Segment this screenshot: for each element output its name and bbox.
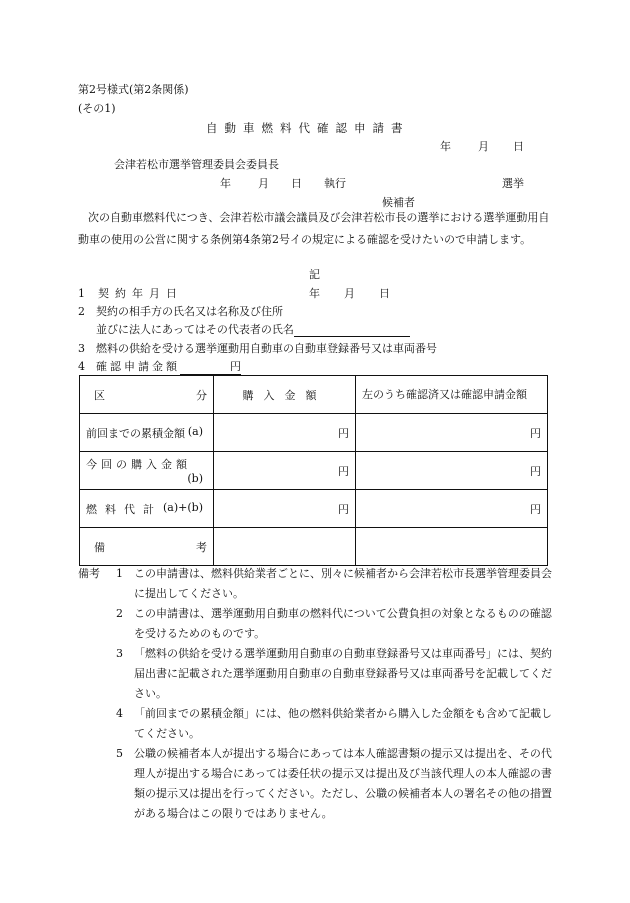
remarks-label-cell	[80, 528, 214, 566]
note-item	[78, 604, 558, 644]
notes-section	[78, 564, 558, 824]
row-label-cell	[80, 414, 214, 452]
note-num: 5	[116, 747, 123, 760]
item4-label: 確認申請金額	[96, 360, 180, 373]
note-num: 3	[116, 647, 123, 660]
note-text: この申請書は、選挙運動用自動車の燃料代について公費負担の対象となるものの確認を受けるためのものです。	[134, 607, 552, 640]
table-remarks-row	[80, 528, 548, 566]
form-number: 第2号様式(第2条関係)	[78, 83, 189, 96]
addressee: 会津若松市選挙管理委員会委員長	[114, 158, 279, 171]
row-purchase-unit[interactable]: 円	[214, 414, 356, 452]
table-row	[80, 452, 548, 490]
row-confirmed-unit[interactable]: 円	[356, 490, 548, 528]
remarks-left: 備	[94, 540, 105, 554]
item4-amount-blank	[180, 362, 230, 375]
election-month: 月	[258, 177, 269, 190]
candidate-label: 候補者	[382, 196, 415, 209]
date-month: 月	[478, 140, 489, 153]
note-text: 公職の候補者本人が提出する場合にあっては本人確認書類の提示又は提出を、その代理人が提出する場合にあっては委任状の提示又は提出及び当該代理人の本人確認の書類の提示又は提出を行ってください。ただし、公職の候補者本人の署名その他の措置がある場合はこの限りではありません。	[134, 747, 552, 820]
item1-month: 月	[344, 287, 355, 300]
amount-table	[79, 375, 548, 566]
header-category-right: 分	[196, 388, 207, 402]
header-category-left: 区	[94, 388, 105, 402]
remarks-cell-confirmed[interactable]	[356, 528, 548, 566]
row-label: 前回までの累積金額	[86, 426, 185, 440]
note-num: 2	[116, 607, 123, 620]
remarks-cell-purchase[interactable]	[214, 528, 356, 566]
row-code: (b)	[187, 472, 203, 485]
row-code: (a)	[187, 424, 203, 438]
row-purchase-unit[interactable]: 円	[214, 490, 356, 528]
table-row	[80, 414, 548, 452]
header-category	[80, 376, 214, 414]
item2-label-text: 並びに法人にあってはその代表者の氏名	[96, 323, 294, 336]
notes-heading: 備考	[78, 567, 100, 580]
item1-day: 日	[379, 287, 390, 300]
item1-label: 契約年月日	[98, 287, 183, 300]
item2-name-blank	[294, 324, 410, 337]
table-header-row	[80, 376, 548, 414]
body-text: 次の自動車燃料代につき、会津若松市議会議員及び会津若松市長の選挙における選挙運動用自動車の使用の公営に関する条例第4条第2号イの規定による確認を受けたいので申請します。	[78, 211, 550, 246]
row-label: 今回の購入金額	[86, 458, 191, 471]
row-label-cell	[80, 452, 214, 490]
item4-num: 4	[78, 360, 85, 373]
item2-label-line2	[96, 323, 410, 337]
header-purchase: 購入金額	[214, 376, 356, 414]
note-item	[78, 744, 558, 824]
note-item	[78, 564, 558, 604]
note-text: 「前回までの累積金額」には、他の燃料供給業者から購入した金額をも含めて記載してください。	[134, 707, 552, 740]
note-text: この申請書は、燃料供給業者ごとに、別々に候補者から会津若松市長選挙管理委員会に提出してください。	[134, 567, 552, 600]
note-text: 「燃料の供給を受ける選挙運動用自動車の自動車登録番号又は車両番号」には、契約届出書に記載された選挙運動用自動車の自動車登録番号又は車両番号を記載してください。	[134, 647, 552, 700]
date-year: 年	[440, 140, 451, 153]
page-title: 自動車燃料代確認申請書	[206, 121, 410, 135]
row-code: (a)+(b)	[163, 500, 203, 514]
item2-label-line1: 契約の相手方の氏名又は名称及び住所	[96, 305, 283, 318]
election-day: 日	[291, 177, 302, 190]
form-part: (その1)	[78, 102, 116, 115]
note-item	[78, 644, 558, 704]
note-num: 4	[116, 707, 123, 720]
item4-line	[96, 360, 241, 375]
row-confirmed-unit[interactable]: 円	[356, 452, 548, 490]
election-held: 執行	[324, 177, 346, 190]
note-item	[78, 704, 558, 744]
row-label-cell	[80, 490, 214, 528]
row-confirmed-unit[interactable]: 円	[356, 414, 548, 452]
note-num: 1	[116, 567, 123, 580]
item3-label: 燃料の供給を受ける選挙運動用自動車の自動車登録番号又は車両番号	[96, 342, 437, 355]
item1-year: 年	[309, 287, 320, 300]
item1-num: 1	[78, 287, 85, 300]
election-year: 年	[220, 177, 231, 190]
date-day: 日	[513, 140, 524, 153]
row-purchase-unit[interactable]: 円	[214, 452, 356, 490]
item4-unit: 円	[230, 360, 241, 373]
item2-num: 2	[78, 305, 85, 318]
remarks-right: 考	[196, 540, 207, 554]
header-confirmed: 左のうち確認済又は確認申請金額	[356, 376, 548, 414]
item3-num: 3	[78, 342, 85, 355]
ki-heading: 記	[309, 268, 320, 281]
table-row	[80, 490, 548, 528]
row-label: 燃料代計	[86, 502, 162, 516]
election-label: 選挙	[502, 177, 524, 190]
